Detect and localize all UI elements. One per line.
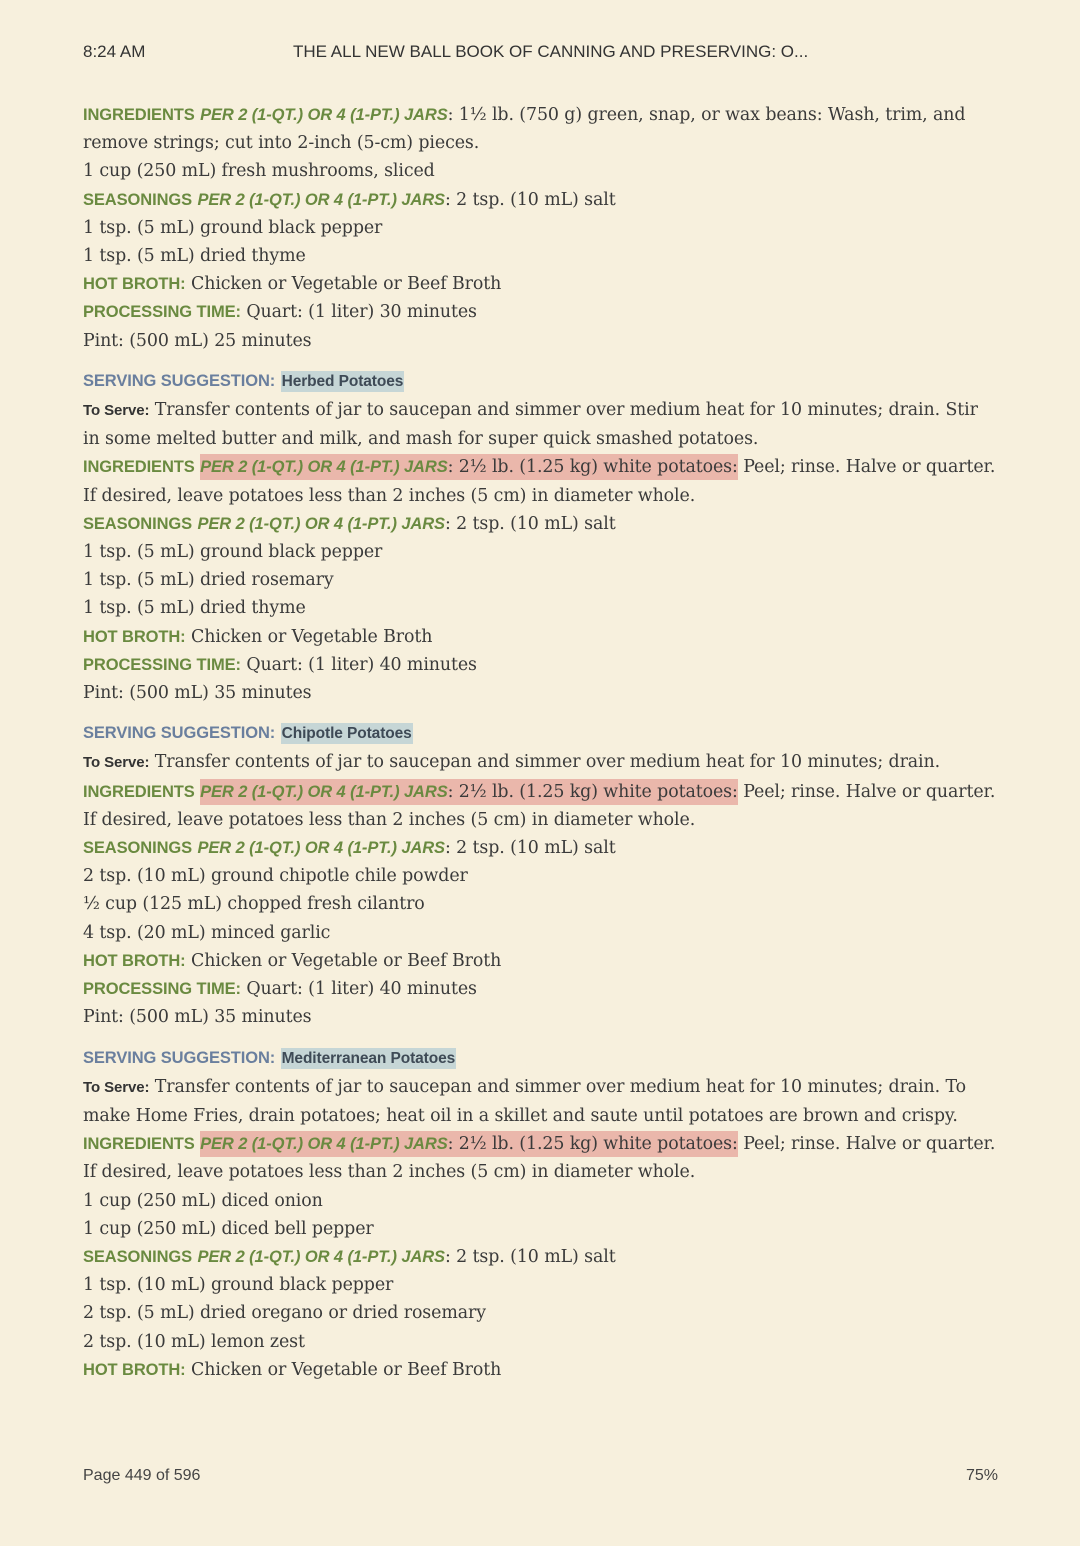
hot-broth-line: HOT BROTH: Chicken or Vegetable Broth: [83, 626, 433, 647]
processing-time-line: PROCESSING TIME: Quart: (1 liter) 40 minutes: [83, 654, 477, 675]
ingredients-line: 1 cup (250 mL) diced bell pepper: [83, 1218, 374, 1239]
serving-suggestion-heading: SERVING SUGGESTION: Mediterranean Potatoes: [83, 1048, 456, 1067]
seasonings-line: SEASONINGS PER 2 (1-QT.) OR 4 (1-PT.) JARS: 2 tsp. (10 mL) salt: [83, 189, 616, 210]
book-title[interactable]: THE ALL NEW BALL BOOK OF CANNING AND PRESERVING: O...: [293, 42, 809, 61]
hot-broth-line: HOT BROTH: Chicken or Vegetable or Beef Broth: [83, 1359, 502, 1380]
seasonings-line: 1 tsp. (5 mL) dried thyme: [83, 246, 306, 267]
seasonings-line: 1 tsp. (5 mL) ground black pepper: [83, 542, 383, 563]
to-serve-line: To Serve: Transfer contents of jar to saucepan and simmer over medium heat for 10 minutes; drain.: [83, 752, 941, 773]
progress-percent: 75%: [965, 1467, 998, 1484]
hot-broth-line: HOT BROTH: Chicken or Vegetable or Beef Broth: [83, 950, 502, 971]
processing-time-line: Pint: (500 mL) 35 minutes: [83, 683, 312, 704]
to-serve-line: make Home Fries, drain potatoes; heat oil in a skillet and saute until potatoes are brown and crispy.: [83, 1105, 958, 1126]
ingredients-line: If desired, leave potatoes less than 2 inches (5 cm) in diameter whole.: [83, 485, 696, 506]
ingredients-line: INGREDIENTS PER 2 (1-QT.) OR 4 (1-PT.) JARS: 2½ lb. (1.25 kg) white potatoes: Peel; rinse. Halve or quarter.: [83, 1130, 1013, 1158]
processing-time-line: Pint: (500 mL) 25 minutes: [83, 330, 312, 351]
ingredients-line: 1 cup (250 mL) diced onion: [83, 1190, 323, 1211]
seasonings-line: 2 tsp. (10 mL) ground chipotle chile powder: [83, 866, 468, 887]
page-content: [83, 101, 1013, 1384]
highlighted-text[interactable]: PER 2 (1-QT.) OR 4 (1-PT.) JARS: 2½ lb. (1.25 kg) white potatoes:: [200, 779, 738, 805]
seasonings-line: ½ cup (125 mL) chopped fresh cilantro: [83, 894, 425, 915]
hot-broth-line: HOT BROTH: Chicken or Vegetable or Beef Broth: [83, 274, 502, 295]
ingredients-line: If desired, leave potatoes less than 2 inches (5 cm) in diameter whole.: [83, 809, 696, 830]
serving-suggestion-heading: SERVING SUGGESTION: Chipotle Potatoes: [83, 724, 412, 743]
seasonings-line: 1 tsp. (10 mL) ground black pepper: [83, 1275, 394, 1296]
to-serve-line: To Serve: Transfer contents of jar to saucepan and simmer over medium heat for 10 minutes; drain. Stir: [83, 400, 978, 421]
ingredients-line: INGREDIENTS PER 2 (1-QT.) OR 4 (1-PT.) JARS: 2½ lb. (1.25 kg) white potatoes: Peel; rinse. Halve or quarter.: [83, 453, 1013, 481]
seasonings-line: 2 tsp. (10 mL) lemon zest: [83, 1331, 305, 1352]
processing-time-line: PROCESSING TIME: Quart: (1 liter) 30 minutes: [83, 302, 477, 323]
to-serve-line: in some melted butter and milk, and mash for super quick smashed potatoes.: [83, 429, 759, 450]
highlighted-title[interactable]: Chipotle Potatoes: [281, 725, 412, 743]
highlighted-text[interactable]: PER 2 (1-QT.) OR 4 (1-PT.) JARS: 2½ lb. (1.25 kg) white potatoes:: [200, 454, 738, 480]
seasonings-line: 2 tsp. (5 mL) dried oregano or dried rosemary: [83, 1303, 486, 1324]
ingredients-line: If desired, leave potatoes less than 2 inches (5 cm) in diameter whole.: [83, 1162, 696, 1183]
seasonings-line: 1 tsp. (5 mL) dried rosemary: [83, 570, 334, 591]
ingredients-line: INGREDIENTS PER 2 (1-QT.) OR 4 (1-PT.) JARS: 1½ lb. (750 g) green, snap, or wax beans: Wash, trim, and: [83, 105, 966, 125]
ingredients-line: remove strings; cut into 2-inch (5-cm) pieces.: [83, 133, 480, 154]
seasonings-line: SEASONINGS PER 2 (1-QT.) OR 4 (1-PT.) JARS: 2 tsp. (10 mL) salt: [83, 838, 616, 859]
ingredients-line: 1 cup (250 mL) fresh mushrooms, sliced: [83, 161, 435, 182]
clock-time: 8:24 AM: [83, 42, 146, 61]
processing-time-line: Pint: (500 mL) 35 minutes: [83, 1007, 312, 1028]
reader-header: [83, 38, 997, 68]
page-indicator: Page 449 of 596: [83, 1467, 201, 1484]
highlighted-title[interactable]: Mediterranean Potatoes: [281, 1049, 456, 1067]
seasonings-line: SEASONINGS PER 2 (1-QT.) OR 4 (1-PT.) JARS: 2 tsp. (10 mL) salt: [83, 1246, 616, 1267]
seasonings-line: 1 tsp. (5 mL) dried thyme: [83, 598, 306, 619]
processing-time-line: PROCESSING TIME: Quart: (1 liter) 40 minutes: [83, 979, 477, 1000]
highlighted-title[interactable]: Herbed Potatoes: [281, 372, 404, 390]
to-serve-line: To Serve: Transfer contents of jar to saucepan and simmer over medium heat for 10 minutes; drain. To: [83, 1076, 966, 1097]
serving-suggestion-heading: SERVING SUGGESTION: Herbed Potatoes: [83, 371, 404, 390]
seasonings-line: 4 tsp. (20 mL) minced garlic: [83, 922, 331, 943]
ingredients-line: INGREDIENTS PER 2 (1-QT.) OR 4 (1-PT.) JARS: 2½ lb. (1.25 kg) white potatoes: Peel; rinse. Halve or quarter.: [83, 778, 1013, 806]
seasonings-line: 1 tsp. (5 mL) ground black pepper: [83, 217, 383, 238]
seasonings-line: SEASONINGS PER 2 (1-QT.) OR 4 (1-PT.) JARS: 2 tsp. (10 mL) salt: [83, 513, 616, 534]
highlighted-text[interactable]: PER 2 (1-QT.) OR 4 (1-PT.) JARS: 2½ lb. (1.25 kg) white potatoes:: [200, 1131, 738, 1157]
